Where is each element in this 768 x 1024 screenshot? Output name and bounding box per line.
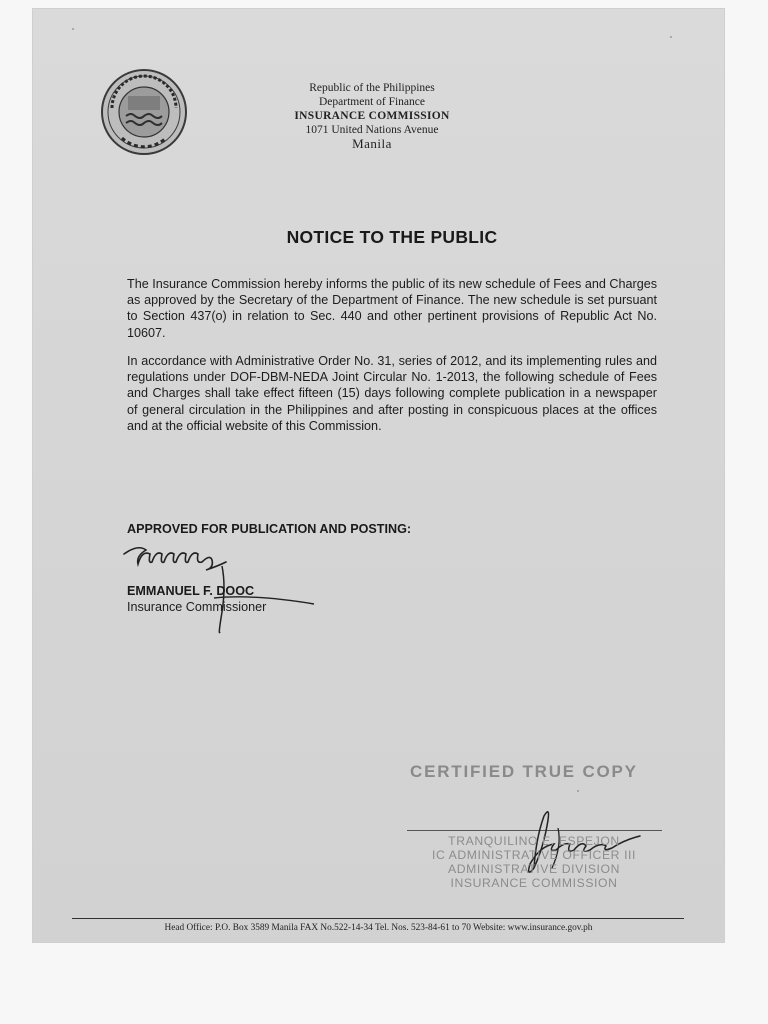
notice-paragraph-1: The Insurance Commission hereby informs the public of its new schedule of Fees and Charges as approved by the Secretary of the Department of Finance. The new schedule is set pursuant to Section 437(o) in relation to Sec. 440 and other pertinent provisions of Republic Act No. 10607.	[127, 277, 657, 340]
letterhead-department: Department of Finance	[318, 96, 425, 108]
letterhead-organization: INSURANCE COMMISSION	[294, 110, 450, 122]
certifying-officer-division: ADMINISTRATIVE DIVISION	[447, 862, 621, 876]
scan-speck	[577, 790, 579, 792]
certified-true-copy-stamp: CERTIFIED TRUE COPY	[410, 762, 638, 781]
letterhead	[252, 81, 492, 151]
footer-contact-info: Head Office: P.O. Box 3589 Manila FAX No.522-14-34 Tel. Nos. 523-84-61 to 70 Website: www.insurance.gov.ph	[164, 923, 593, 933]
insurance-commission-seal-icon	[100, 68, 188, 156]
document-page	[32, 8, 725, 943]
certifying-officer-title: IC ADMINISTRATIVE OFFICER III	[431, 848, 637, 862]
signatory-title: Insurance Commissioner	[127, 600, 267, 614]
approval-heading: APPROVED FOR PUBLICATION AND POSTING:	[127, 522, 412, 536]
letterhead-republic: Republic of the Philippines	[309, 82, 435, 94]
scan-speck	[72, 28, 74, 30]
letterhead-city: Manila	[352, 136, 392, 151]
scan-speck	[670, 36, 672, 38]
certifying-officer-name: TRANQUILINO E. ESPEJON	[448, 834, 620, 848]
certifying-officer-office: INSURANCE COMMISSION	[450, 876, 618, 890]
signatory-name: EMMANUEL F. DOOC	[127, 584, 255, 598]
notice-title: NOTICE TO THE PUBLIC	[286, 227, 498, 247]
letterhead-address: 1071 United Nations Avenue	[305, 124, 439, 136]
notice-paragraph-2: In accordance with Administrative Order No. 31, series of 2012, and its implementing rules and regulations under DOF-DBM-NEDA Joint Circular No. 1-2013, the following schedule of Fees and Charges shall take effect fifteen (15) days following complete publication in a newspaper of general circulation in the Philippines and after posting in conspicuous places at the offices and at the official website of this Commission.	[127, 354, 657, 433]
footer-divider	[72, 918, 684, 919]
certifying-officer-block	[404, 834, 664, 890]
